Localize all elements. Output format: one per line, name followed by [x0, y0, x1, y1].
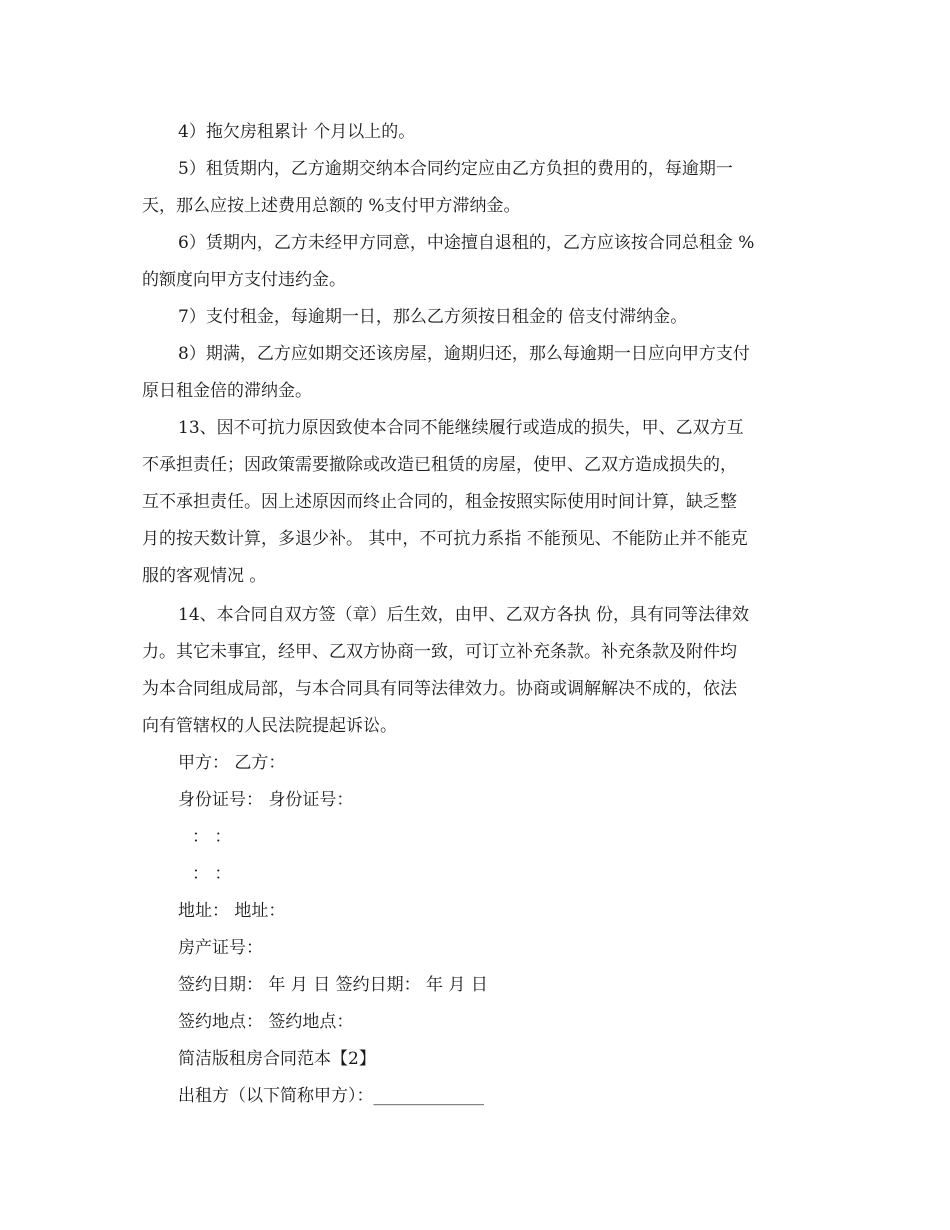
text-line: ： ： [192, 827, 232, 847]
text-line: 向有管辖权的人民法院提起诉讼。 [142, 716, 397, 736]
text-line: 6）赁期内，乙方未经甲方同意，中途擅自退租的，乙方应该按合同总租金 % [178, 233, 755, 253]
text-line: 互不承担责任。因上述原因而终止合同的，租金按照实际使用时间计算，缺乏整 [142, 492, 737, 512]
text-line: 月的按天数计算，多退少补。 其中，不可抗力系指 不能预见、不能防止并不能克 [142, 529, 748, 549]
text-line: 8）期满，乙方应如期交还该房屋，逾期归还，那么每逾期一日应向甲方支付 [178, 344, 750, 364]
text-line: ： ： [192, 864, 232, 884]
text-line: 的额度向甲方支付违约金。 [142, 270, 346, 290]
text-line: 签约日期： 年 月 日 签约日期： 年 月 日 [178, 975, 488, 995]
text-line: 服的客观情况 。 [142, 566, 267, 586]
text-line: 地址： 地址： [178, 901, 286, 921]
text-line: 简洁版租房合同范本【2】 [178, 1049, 376, 1069]
text-line: 13、因不可抗力原因致使本合同不能继续履行或造成的损失，甲、乙双方互 [178, 418, 744, 438]
text-line: 甲方： 乙方： [178, 753, 286, 773]
text-line: 身份证号： 身份证号： [178, 790, 354, 810]
text-line: 房产证号： [178, 938, 263, 958]
text-line: 签约地点： 签约地点： [178, 1012, 354, 1032]
text-line: 力。其它未事宜，经甲、乙双方协商一致，可订立补充条款。补充条款及附件均 [142, 642, 737, 662]
text-line: 出租方（以下简称甲方）：_____________ [178, 1086, 484, 1106]
text-line: 4）拖欠房租累计 个月以上的。 [178, 122, 416, 142]
text-line: 7）支付租金，每逾期一日，那么乙方须按日租金的 倍支付滞纳金。 [178, 307, 688, 327]
text-line: 为本合同组成局部，与本合同具有同等法律效力。协商或调解解决不成的，依法 [142, 679, 737, 699]
text-line: 原日租金倍的滞纳金。 [142, 381, 312, 401]
text-line: 不承担责任；因政策需要撤除或改造已租赁的房屋，使甲、乙双方造成损失的， [142, 455, 737, 475]
text-line: 天，那么应按上述费用总额的 %支付甲方滞纳金。 [142, 196, 521, 216]
text-line: 5）租赁期内，乙方逾期交纳本合同约定应由乙方负担的费用的，每逾期一 [178, 159, 733, 179]
text-line: 14、本合同自双方签（章）后生效，由甲、乙双方各执 份，具有同等法律效 [178, 605, 750, 625]
